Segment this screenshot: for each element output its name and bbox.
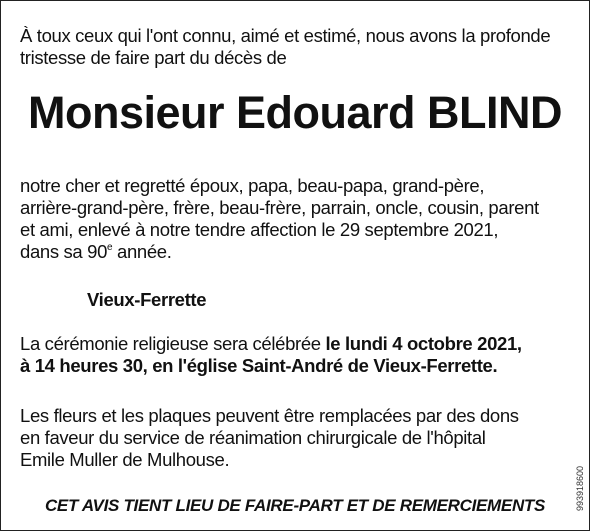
age-suffix: année. — [112, 241, 172, 262]
family-line-3: et ami, enlevé à notre tendre affection le 29 septembre 2021, — [20, 219, 499, 240]
intro-line-2: tristesse de faire part du décès de — [20, 47, 287, 68]
intro-paragraph — [20, 25, 550, 69]
family-paragraph — [20, 175, 539, 263]
flowers-line-1: Les fleurs et les plaques peuvent être remplacées par des dons — [20, 405, 519, 426]
deceased-name: Monsieur Edouard BLIND — [27, 87, 562, 138]
ceremony-paragraph — [20, 333, 522, 377]
age-prefix: dans sa 90 — [20, 241, 108, 262]
flowers-paragraph — [20, 405, 519, 471]
age-superscript: e — [107, 242, 113, 253]
ceremony-line-1 — [20, 333, 522, 355]
family-line-4 — [20, 241, 539, 263]
reference-number: 993918600 — [575, 465, 585, 511]
flowers-line-3: Emile Muller de Mulhouse. — [20, 449, 230, 470]
ceremony-time-location: à 14 heures 30, en l'église Saint-André de Vieux-Ferrette. — [20, 355, 498, 376]
place-name: Vieux-Ferrette — [87, 289, 207, 310]
family-line-1: notre cher et regretté époux, papa, beau-papa, grand-père, — [20, 175, 485, 196]
intro-line-1: À toux ceux qui l'ont connu, aimé et estimé, nous avons la profonde — [20, 25, 551, 46]
footer-notice: CET AVIS TIENT LIEU DE FAIRE-PART ET DE REMERCIEMENTS — [44, 496, 546, 515]
ceremony-intro-text: La cérémonie religieuse sera célébrée — [20, 333, 326, 354]
family-line-2: arrière-grand-père, frère, beau-frère, parrain, oncle, cousin, parent — [20, 197, 539, 218]
flowers-line-2: en faveur du service de réanimation chirurgicale de l'hôpital — [20, 427, 486, 448]
ceremony-date: le lundi 4 octobre 2021, — [325, 333, 522, 354]
